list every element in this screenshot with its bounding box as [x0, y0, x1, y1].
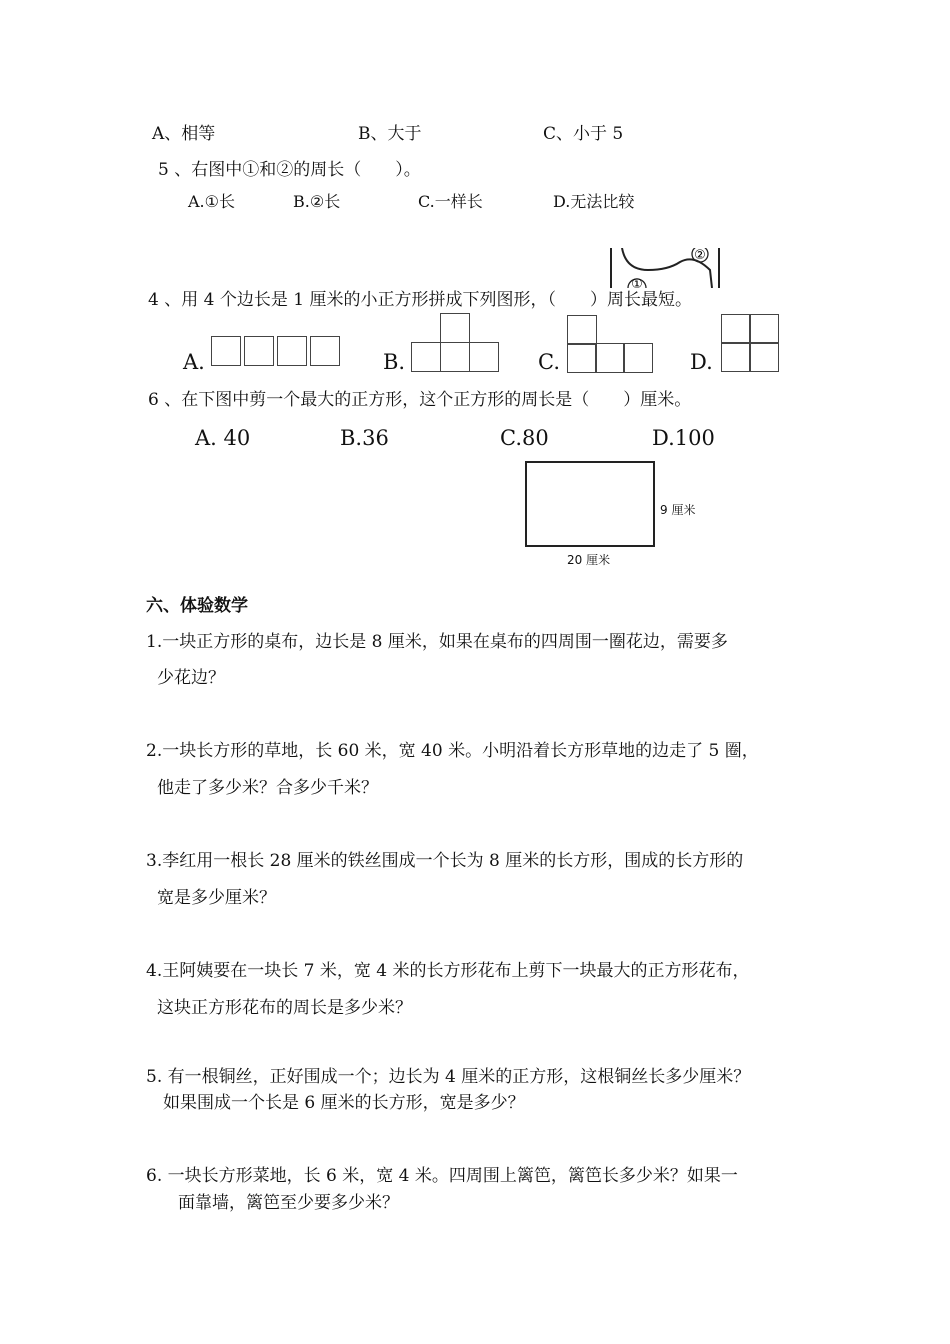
q6-option-b: B.36: [340, 426, 389, 450]
problem-4-line-2: 这块正方形花布的周长是多少米？: [157, 998, 412, 1018]
q6-question: 6 、在下图中剪一个最大的正方形，这个正方形的周长是（ ）厘米。: [148, 390, 692, 410]
q6-height-label: 9 厘米: [660, 503, 696, 517]
option-b-greater: B、大于: [358, 124, 422, 144]
problem-1-line-2: 少花边？: [157, 668, 225, 688]
q6-width-label: 20 厘米: [567, 553, 611, 567]
problem-5-line-1: 5. 有一根铜丝，正好围成一个；边长为 4 厘米的正方形，这根铜丝长多少厘米？: [146, 1067, 751, 1087]
q5-option-a: A.①长: [188, 192, 235, 211]
option-c-less: C、小于 5: [543, 124, 624, 144]
problem-2-line-2: 他走了多少米？合多少千米？: [157, 778, 378, 798]
problem-6-line-1: 6. 一块长方形菜地，长 6 米，宽 4 米。四周围上篱笆，篱笆长多少米？如果一: [146, 1166, 738, 1186]
problem-5-line-2: 如果围成一个长是 6 厘米的长方形，宽是多少？: [163, 1093, 525, 1113]
q5-option-b: B.②长: [293, 192, 341, 211]
q5-figure-label-1: ①: [631, 277, 643, 288]
q5-option-c: C.一样长: [418, 192, 483, 211]
problem-2-line-1: 2.一块长方形的草地，长 60 米，宽 40 米。小明沿着长方形草地的边走了 5 圈，: [146, 741, 759, 761]
q6-option-d: D.100: [652, 426, 715, 450]
problem-1-line-1: 1.一块正方形的桌布，边长是 8 厘米，如果在桌布的四周围一圈花边，需要多: [146, 632, 728, 652]
q4-option-d: D.: [690, 350, 713, 374]
problem-4-line-1: 4.王阿姨要在一块长 7 米，宽 4 米的长方形花布上剪下一块最大的正方形花布，: [146, 961, 750, 981]
q5-option-d: D.无法比较: [553, 192, 635, 211]
q5-figure-label-2: ②: [694, 248, 706, 263]
problem-6-line-2: 面靠墙，篱笆至少要多少米？: [178, 1193, 399, 1213]
q6-rectangle: [525, 461, 655, 547]
q4-option-c: C.: [538, 350, 560, 374]
problem-3-line-1: 3.李红用一根长 28 厘米的铁丝围成一个长为 8 厘米的长方形，围成的长方形的: [146, 851, 744, 871]
q5-question: 5 、右图中①和②的周长（ ）。: [158, 160, 421, 180]
q4-option-b: B.: [383, 350, 406, 374]
q4-question: 4 、用 4 个边长是 1 厘米的小正方形拼成下列图形，（ ）周长最短。: [148, 290, 692, 310]
section6-title: 六、体验数学: [146, 596, 248, 616]
q6-option-a: A. 40: [195, 426, 251, 450]
q4-option-a: A.: [183, 350, 205, 374]
option-a-equal: A、相等: [152, 124, 216, 144]
problem-3-line-2: 宽是多少厘米？: [157, 888, 276, 908]
q5-figure: [608, 248, 722, 288]
q6-option-c: C.80: [500, 426, 549, 450]
